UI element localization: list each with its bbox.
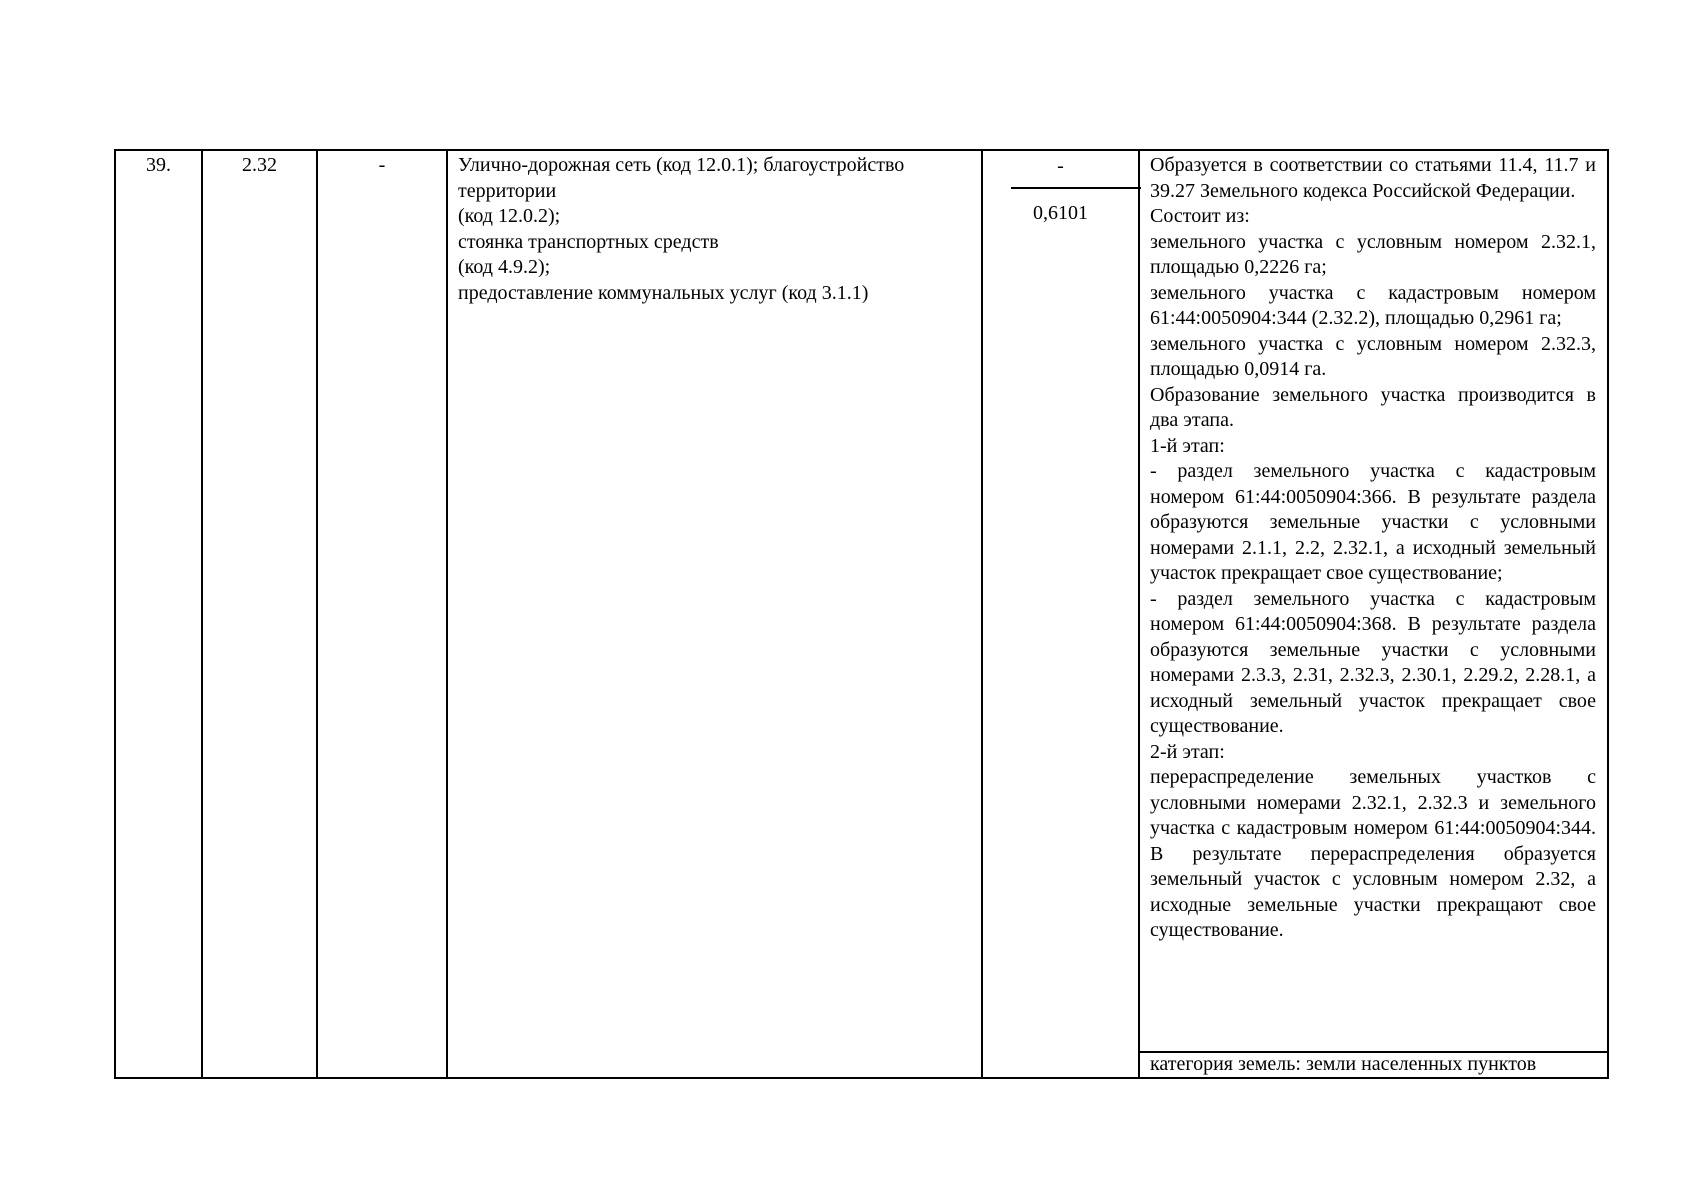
description-paragraph: - раздел земельного участка с кадастровым номером 61:44:0050904:366. В результате раздела образуются земельные участки с условными номерами 2.1.1, 2.2, 2.32.1, а исходный земельный участок прекращает свое существование; (1150, 460, 1596, 584)
description-paragraph: - раздел земельного участка с кадастровым номером 61:44:0050904:368. В результате раздела образуются земельные участки с условными номерами 2.3.3, 2.31, 2.32.3, 2.30.1, 2.29.2, 2.28.1, а исходный земельный участок прекращает свое существование. (1150, 587, 1596, 737)
plot-code-cell (202, 150, 317, 1078)
existing-area: - (1057, 155, 1064, 177)
permitted-use-line: предоставление коммунальных услуг (код 3.1.1) (458, 281, 869, 304)
table-row (115, 150, 1608, 1078)
permitted-use-cell (447, 150, 982, 1078)
land-category: категория земель: земли населенных пунктов (1140, 1051, 1607, 1077)
permitted-use-line: (код 12.0.2); (458, 205, 561, 227)
description-paragraph: Состоит из: (1150, 205, 1250, 227)
row-number: 39. (146, 154, 171, 176)
description-paragraph: Образование земельного участка производится в два этапа. (1150, 383, 1596, 431)
plot-code: 2.32 (242, 154, 277, 176)
permitted-use-line: (код 4.9.2); (458, 256, 551, 278)
permitted-use-line: территории (458, 179, 557, 202)
permitted-use-line: Улично-дорожная сеть (код 12.0.1); благоустройство (458, 154, 905, 176)
formation-description (1140, 151, 1607, 1051)
description-paragraph: 1-й этап: (1150, 434, 1225, 457)
description-paragraph: земельного участка с условным номером 2.32.3, площадью 0,0914 га. (1150, 332, 1596, 380)
cadastral-number-cell (317, 150, 447, 1078)
description-paragraph: перераспределение земельных участков с условными номерами 2.32.1, 2.32.3 и земельного участка с кадастровым номером 61:44:0050904:344. В результате перераспределения образуется земельный участок с условным номером 2.32, а исходные земельные участки прекращают свое существование. (1150, 766, 1596, 941)
description-paragraph: земельного участка с кадастровым номером 61:44:0050904:344 (2.32.2), площадью 0,2961 га; (1150, 281, 1596, 329)
description-paragraph: земельного участка с условным номером 2.32.1, площадью 0,2226 га; (1150, 230, 1596, 278)
formation-description-cell (1139, 150, 1608, 1078)
area-cell (982, 150, 1139, 1078)
land-plot-table (114, 149, 1609, 1079)
cadastral-number: - (378, 154, 386, 176)
row-number-cell (115, 150, 202, 1078)
description-paragraph: 2-й этап: (1150, 740, 1225, 763)
planned-area: 0,6101 (1033, 202, 1088, 224)
permitted-use-line: стоянка транспортных средств (458, 230, 719, 253)
description-paragraph: Образуется в соответствии со статьями 11.4, 11.7 и 39.27 Земельного кодекса Российской Федерации. (1150, 154, 1596, 202)
